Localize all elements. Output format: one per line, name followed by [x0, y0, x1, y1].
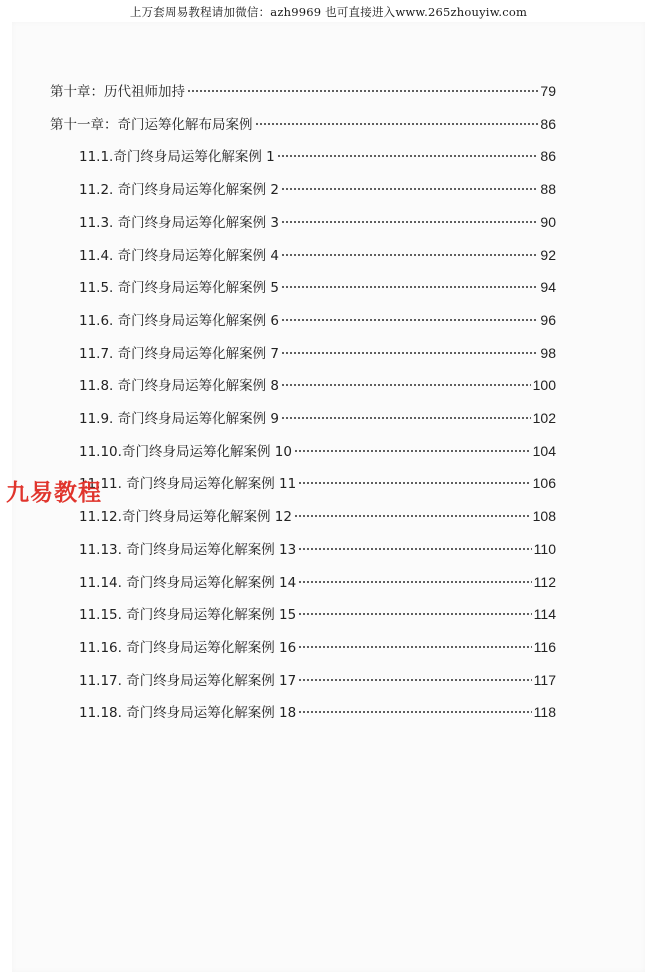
toc-page-number: 86	[540, 148, 556, 164]
toc-entry-title: 11.15. 奇门终身局运筹化解案例 15	[79, 607, 297, 623]
toc-entry-title: 11.13. 奇门终身局运筹化解案例 13	[79, 542, 297, 558]
dot-leader	[298, 710, 531, 714]
toc-section-entry[interactable]	[79, 178, 556, 200]
dot-leader	[298, 678, 531, 682]
toc-section-entry[interactable]	[79, 701, 556, 723]
toc-entry-title: 11.1.奇门终身局运筹化解案例 1	[79, 149, 275, 165]
toc-entry-title: 11.18. 奇门终身局运筹化解案例 18	[79, 705, 297, 721]
toc-entry-title: 11.2. 奇门终身局运筹化解案例 2	[79, 182, 280, 198]
toc-section-entry[interactable]	[79, 244, 556, 266]
toc-page-number: 86	[540, 116, 556, 132]
toc-page-number: 94	[540, 279, 556, 295]
toc-entry-title: 11.17. 奇门终身局运筹化解案例 17	[79, 673, 297, 689]
toc-section-entry[interactable]	[79, 145, 556, 167]
dot-leader	[255, 122, 539, 126]
dot-leader	[281, 416, 531, 420]
dot-leader	[294, 514, 531, 518]
toc-section-entry[interactable]	[79, 571, 556, 593]
dot-leader	[281, 220, 538, 224]
toc-page-number: 114	[533, 606, 556, 622]
toc-page-number: 98	[540, 345, 556, 361]
dot-leader	[298, 612, 531, 616]
toc-section-entry[interactable]	[79, 472, 556, 494]
dot-leader	[281, 285, 538, 289]
toc-section-entry[interactable]	[79, 309, 556, 331]
toc-section-entry[interactable]	[79, 603, 556, 625]
toc-section-entry[interactable]	[79, 440, 556, 462]
toc-chapter-entry[interactable]	[50, 80, 556, 102]
toc-section-entry[interactable]	[79, 505, 556, 527]
dot-leader	[294, 449, 531, 453]
toc-page-number: 88	[540, 181, 556, 197]
toc-page-number: 118	[533, 704, 556, 720]
toc-page-number: 117	[533, 672, 556, 688]
toc-section-entry[interactable]	[79, 276, 556, 298]
toc-entry-title: 11.16. 奇门终身局运筹化解案例 16	[79, 640, 297, 656]
toc-entry-title: 第十一章：奇门运筹化解布局案例	[50, 117, 253, 133]
toc-section-entry[interactable]	[79, 669, 556, 691]
toc-page-number: 108	[532, 508, 556, 524]
dot-leader	[277, 154, 539, 158]
dot-leader	[281, 351, 538, 355]
toc-entry-title: 11.6. 奇门终身局运筹化解案例 6	[79, 313, 280, 329]
toc-page-number: 112	[533, 574, 556, 590]
dot-leader	[298, 580, 531, 584]
dot-leader	[298, 645, 531, 649]
toc-page-number: 106	[532, 475, 556, 491]
toc-section-entry[interactable]	[79, 211, 556, 233]
toc-page-number: 100	[532, 377, 556, 393]
toc-section-entry[interactable]	[79, 636, 556, 658]
toc-entry-title: 11.11. 奇门终身局运筹化解案例 11	[79, 476, 297, 492]
dot-leader	[187, 89, 538, 93]
toc-page-number: 90	[540, 214, 556, 230]
toc-page-number: 116	[533, 639, 556, 655]
toc-chapter-entry[interactable]	[50, 113, 556, 135]
toc-entry-title: 第十章：历代祖师加持	[50, 84, 185, 100]
dot-leader	[281, 383, 531, 387]
toc-page-number: 104	[532, 443, 556, 459]
toc-entry-title: 11.12.奇门终身局运筹化解案例 12	[79, 509, 292, 525]
toc-page-number: 102	[532, 410, 556, 426]
toc-entry-title: 11.7. 奇门终身局运筹化解案例 7	[79, 346, 280, 362]
toc-entry-title: 11.3. 奇门终身局运筹化解案例 3	[79, 215, 280, 231]
toc-entry-title: 11.14. 奇门终身局运筹化解案例 14	[79, 575, 297, 591]
toc-section-entry[interactable]	[79, 407, 556, 429]
dot-leader	[281, 187, 538, 191]
toc-page-number: 110	[533, 541, 556, 557]
toc-entry-title: 11.8. 奇门终身局运筹化解案例 8	[79, 378, 280, 394]
toc-section-entry[interactable]	[79, 342, 556, 364]
header-banner: 上万套周易教程请加微信：azh9969 也可直接进入www.265zhouyiw.com	[129, 5, 528, 19]
dot-leader	[281, 318, 538, 322]
dot-leader	[298, 547, 531, 551]
toc-entry-title: 11.5. 奇门终身局运筹化解案例 5	[79, 280, 280, 296]
toc-page-number: 96	[540, 312, 556, 328]
dot-leader	[281, 253, 538, 257]
dot-leader	[298, 481, 530, 485]
toc-page-number: 92	[540, 247, 556, 263]
watermark-logo: 九易教程	[6, 480, 102, 506]
toc-entry-title: 11.9. 奇门终身局运筹化解案例 9	[79, 411, 280, 427]
toc-section-entry[interactable]	[79, 538, 556, 560]
toc-entry-title: 11.4. 奇门终身局运筹化解案例 4	[79, 248, 280, 264]
toc-entry-title: 11.10.奇门终身局运筹化解案例 10	[79, 444, 292, 460]
toc-section-entry[interactable]	[79, 374, 556, 396]
toc-page-number: 79	[540, 83, 556, 99]
